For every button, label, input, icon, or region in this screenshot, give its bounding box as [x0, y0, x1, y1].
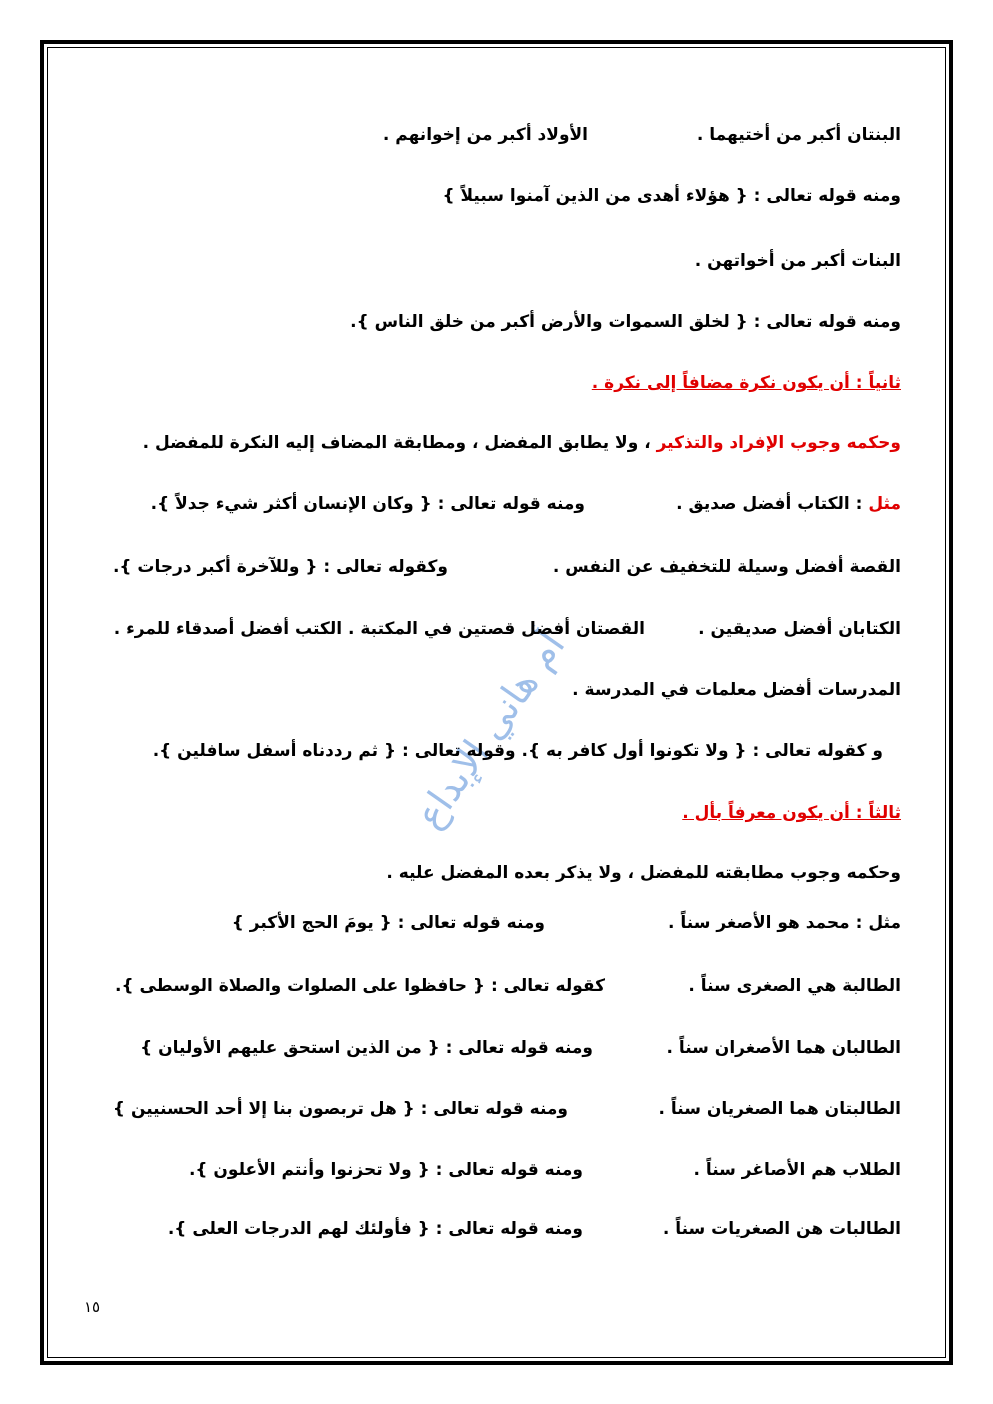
text-line: كقوله تعالى : { حافظوا على الصلوات والصلاة الوسطى }. [115, 976, 605, 996]
rule-text: ، ولا يطابق المفضل ، ومطابقة المضاف إليه النكرة للمفضل . [142, 433, 657, 453]
text-line: ومنه قوله تعالى : { هل تربصون بنا إلا أحد الحسنيين } [112, 1099, 568, 1119]
text-line: ومنه قوله تعالى : { فأولئك لهم الدرجات العلى }. [167, 1219, 583, 1239]
rule-label: وحكمه وجوب الإفراد والتذكير [656, 433, 901, 453]
text-line [676, 493, 901, 515]
text-line: الأولاد أكبر من إخوانهم . [382, 125, 588, 145]
text-line: ومنه قوله تعالى : { وكان الإنسان أكثر شيء جدلاً }. [150, 494, 585, 514]
watermark: أم هاني الإبداع [406, 623, 574, 837]
text-line: القصة أفضل وسيلة للتخفيف عن النفس . [552, 557, 901, 577]
text-line: البنتان أكبر من أختيهما . [696, 125, 901, 145]
page-number: ١٥ [84, 1298, 101, 1316]
text-line: و كقوله تعالى : { ولا تكونوا أول كافر به }. وقوله تعالى : { ثم رددناه أسفل سافلين }. [152, 741, 883, 761]
text-line: الكتابان أفضل صديقين . [698, 619, 901, 639]
text-line: وحكمه وجوب مطابقته للمفضل ، ولا يذكر بعده المفضل عليه . [386, 863, 901, 883]
text-line: الطالبة هي الصغرى سناً . [688, 976, 901, 996]
text-line: ومنه قوله تعالى : { يومَ الحج الأكبر } [231, 913, 545, 933]
text-line [143, 432, 901, 454]
text-line: الطالبات هن الصغريات سناً . [662, 1219, 901, 1239]
text-line: ومنه قوله تعالى : { ولا تحزنوا وأنتم الأعلون }. [188, 1160, 583, 1180]
text-line: البنات أكبر من أخواتهن . [694, 251, 901, 271]
text-line: ومنه قوله تعالى : { من الذين استحق عليهم الأوليان } [140, 1038, 593, 1058]
example-text: : الكتاب أفضل صديق . [676, 494, 869, 514]
text-line: القصتان أفضل قصتين في المكتبة . الكتب أفضل أصدقاء للمرء . [113, 619, 645, 639]
text-line: وكقوله تعالى : { وللآخرة أكبر درجات }. [112, 557, 448, 577]
text-line: ومنه قوله تعالى : { هؤلاء أهدى من الذين آمنوا سبيلاً } [442, 186, 901, 206]
example-label: مثل [868, 494, 901, 514]
text-line: الطالبان هما الأصغران سناً . [666, 1038, 901, 1058]
text-line: ومنه قوله تعالى : { لخلق السموات والأرض أكبر من خلق الناس }. [350, 312, 901, 332]
text-line: الطلاب هم الأصاغر سناً . [693, 1160, 901, 1180]
section-heading: ثالثاً : أن يكون معرفاً بأل . [682, 803, 901, 823]
section-heading: ثانياً : أن يكون نكرة مضافاً إلى نكرة . [591, 373, 901, 393]
text-line: الطالبتان هما الصغريان سناً . [658, 1099, 901, 1119]
text-line: المدرسات أفضل معلمات في المدرسة . [572, 680, 901, 700]
text-line: مثل : محمد هو الأصغر سناً . [668, 913, 901, 933]
